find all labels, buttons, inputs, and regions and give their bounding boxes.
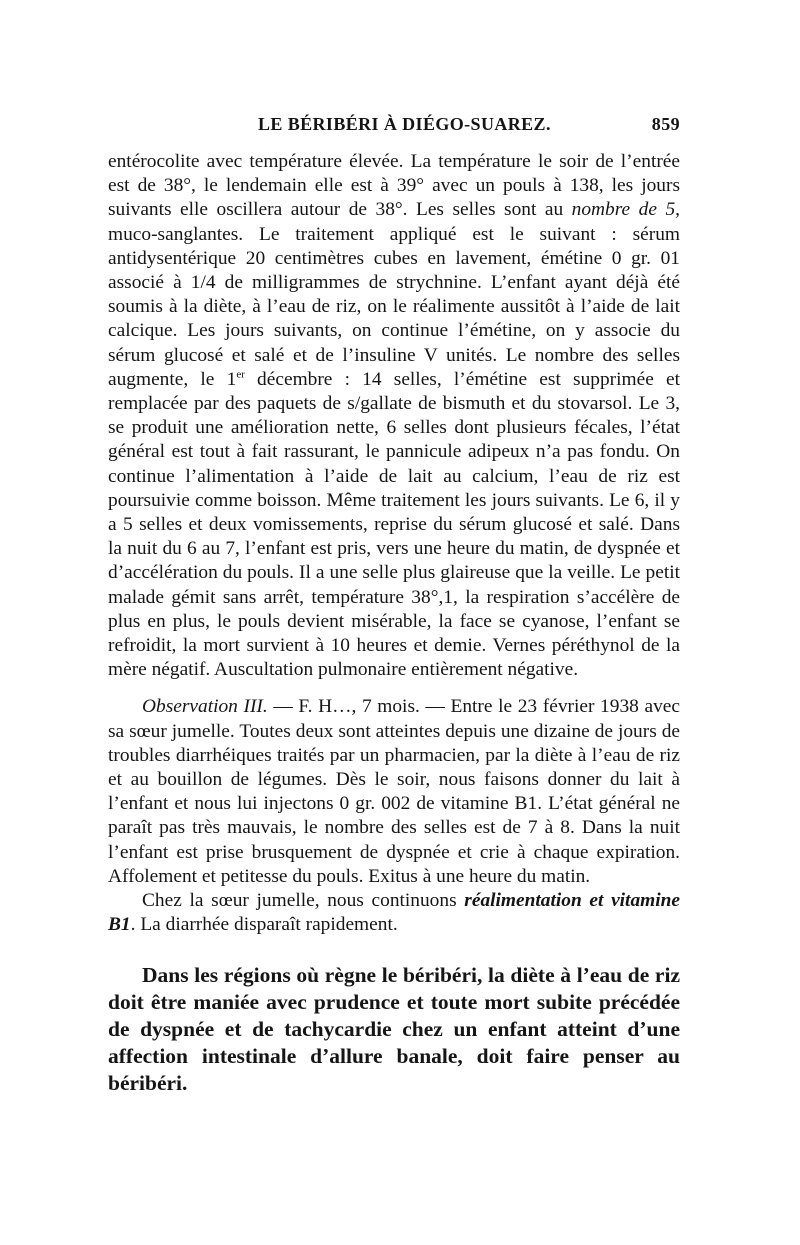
paragraph-text: décembre : 14 selles, l’émétine est supprimée et remplacée par des paquets de s/gallate de bismuth et du stovarsol. Le 3, se produit une amélioration nette, 6 selles dont plusieurs fécales, l’état général est tout à fait rassurant, le pannicule adipeux n’a pas fondu. On continue l’alimentation à l’aide de lait au calcium, l’eau de riz est poursuivie comme boisson. Même traitement les jours suivants. Le 6, il y a 5 selles et deux vomissements, reprise du sérum glucosé et salé. Dans la nuit du 6 au 7, l’enfant est pris, vers une heure du matin, de dyspnée et d’accélération du pouls. Il a une selle plus glaireuse que la veille. Le petit malade gémit sans arrêt, température 38°,1, la respiration s’accélère de plus en plus, le pouls devient misérable, la face se cyanose, l’enfant se refroidit, la mort survient à 10 heures et demie. Vernes péréthynol de la mère négatif. Auscultation pulmonaire entièrement négative. (108, 368, 681, 681)
running-title: LE BÉRIBÉRI À DIÉGO-SUAREZ. (258, 114, 551, 134)
paragraph-text: Chez la sœur jumelle, nous continuons (142, 890, 465, 912)
italic-emphasis: nombre de 5 (571, 199, 676, 221)
running-header (108, 112, 680, 142)
conclusion-paragraph: Dans les régions où règne le béribéri, la diète à l’eau de riz doit être maniée avec prudence et toute mort subite précédée de dyspnée et de tachycardie chez un enfant atteint d’une affection intestinale d’allure banale, doit faire penser au béribéri. (108, 962, 680, 1095)
observation-text: — F. H…, 7 mois. — Entre le 23 février 1938 avec sa sœur jumelle. Toutes deux sont atteintes depuis une dizaine de jours de troubles diarrhéiques traités par un pharmacien, par la diète à l’eau de riz et au bouillon de légumes. Dès le soir, nous faisons donner du lait à l’enfant et nous lui injectons 0 gr. 002 de vitamine B1. L’état général ne paraît pas très mauvais, le nombre des selles est de 7 à 8. Dans la nuit l’enfant est prise brusquement de dyspnée et crie à chaque expiration. Affolement et petitesse du pouls. Exitus à une heure du matin. (108, 696, 680, 887)
superscript: er (236, 368, 245, 381)
paragraph-text: entérocolite avec température élevée. La température le soir de l’entrée est de 38°, le lendemain elle est à 39° avec un pouls à 138, les jours suivants elle oscillera autour de 38°. Les selles sont au (108, 151, 680, 221)
book-page (108, 112, 680, 1118)
paragraph-text: . La diarrhée disparaît rapidement. (130, 914, 398, 936)
observation-label: Observation III. (142, 696, 268, 718)
observation-paragraph (108, 695, 680, 889)
main-text (108, 150, 680, 938)
bold-italic-emphasis: réalimentation et vitamine B1 (108, 890, 681, 936)
case-continuation-paragraph (108, 150, 680, 682)
paragraph-text: , muco-sanglantes. Le traitement appliqué est le suivant : sérum antidysentérique 20 centimètres cubes en lavement, émétine 0 gr. 01 associé à 1/4 de milligrammes de strychnine. L’enfant ayant déjà été soumis à la diète, à l’eau de riz, on le réalimente aussitôt à l’aide de lait calcique. Les jours suivants, on continue l’émétine, on y associe du sérum glucosé et salé et de l’insuline V unités. Le nombre des selles augmente, le 1 (108, 199, 680, 390)
page-number: 859 (651, 114, 680, 134)
twin-sister-paragraph (108, 889, 680, 937)
